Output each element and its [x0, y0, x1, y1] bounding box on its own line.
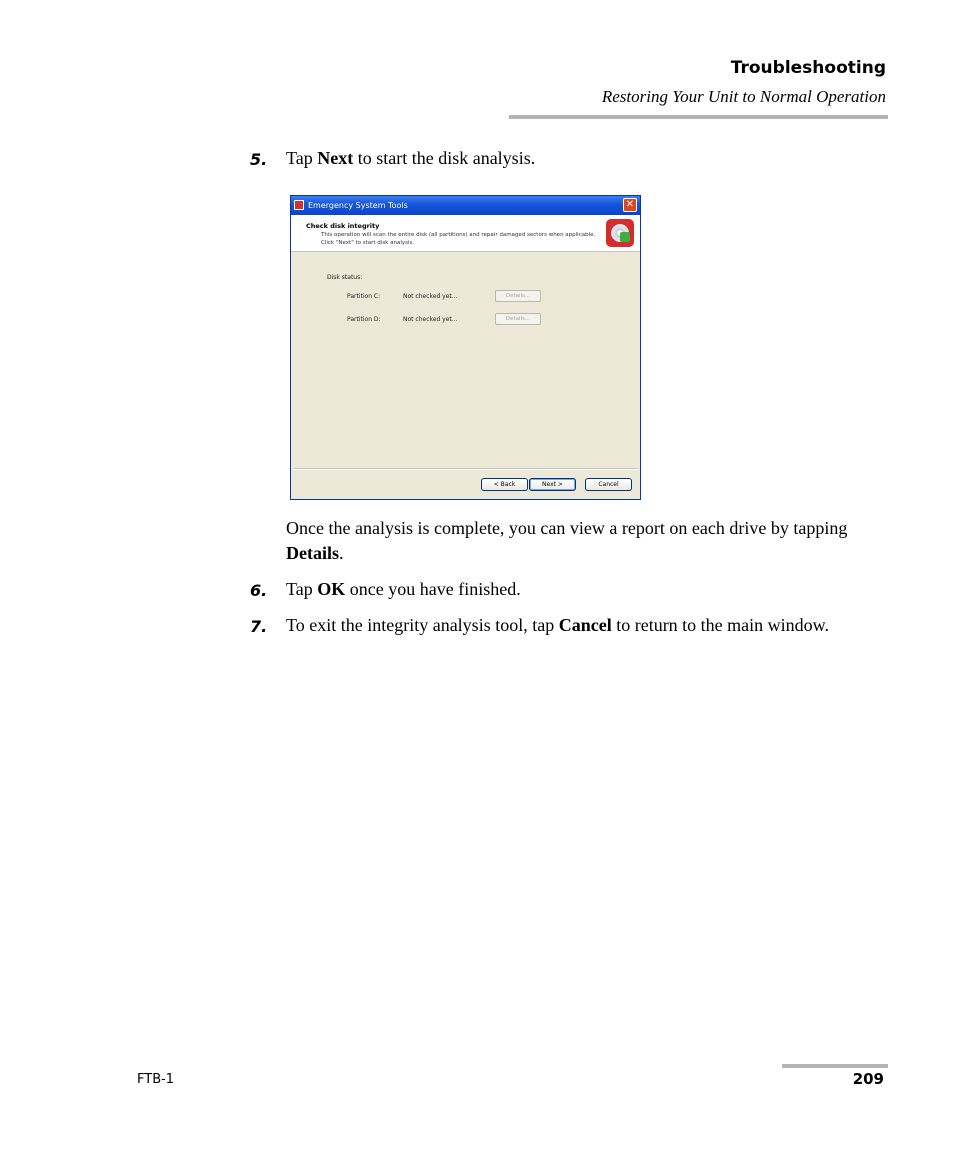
cancel-button[interactable]: Cancel	[585, 478, 632, 491]
page-number: 209	[852, 1070, 884, 1088]
disk-check-icon	[606, 219, 634, 247]
footer-rule	[782, 1064, 888, 1068]
emergency-system-tools-dialog	[290, 195, 641, 500]
step-number: 7.	[250, 617, 268, 636]
back-button[interactable]: < Back	[481, 478, 528, 491]
dialog-banner	[291, 215, 640, 252]
product-name: FTB-1	[137, 1072, 175, 1087]
details-button[interactable]: Details...	[495, 290, 541, 302]
step-text	[286, 577, 886, 602]
partition-status: Not checked yet...	[403, 293, 458, 300]
note-text-part: Once the analysis is complete, you can view a report on each drive by tapping	[286, 518, 848, 538]
section-title: Restoring Your Unit to Normal Operation	[601, 87, 886, 106]
dialog-title: Emergency System Tools	[308, 201, 408, 210]
step-text-bold: OK	[317, 579, 346, 599]
step-text-part: to return to the main window.	[611, 615, 829, 635]
step-text-part: Tap	[286, 579, 318, 599]
app-icon	[294, 200, 304, 210]
dialog-separator	[293, 468, 638, 470]
step-text-part: to start the disk analysis.	[353, 148, 536, 168]
step-text	[286, 146, 886, 171]
step-number: 6.	[250, 581, 268, 600]
arrow-icon	[620, 232, 630, 242]
banner-description: This operation will scan the entire disk (all partitions) and repair damaged sectors when applicable. Click "Next" to start disk analysis.	[321, 232, 596, 246]
step-text	[286, 613, 886, 638]
partition-label: Partition C:	[347, 293, 381, 300]
note-text-part: .	[339, 543, 344, 563]
step-number: 5.	[250, 150, 268, 169]
note-text-bold: Details	[286, 543, 339, 563]
partition-label: Partition D:	[347, 316, 381, 323]
step-text-bold: Cancel	[558, 615, 612, 635]
details-button[interactable]: Details...	[495, 313, 541, 325]
step-text-bold: Next	[317, 148, 354, 168]
header-rule	[509, 115, 888, 119]
step-text-part: To exit the integrity analysis tool, tap	[286, 615, 559, 635]
step-text-part: once you have finished.	[345, 579, 521, 599]
close-icon[interactable]: ✕	[623, 198, 637, 212]
disk-status-label: Disk status:	[327, 274, 363, 281]
step-text-part: Tap	[286, 148, 318, 168]
partition-status: Not checked yet...	[403, 316, 458, 323]
next-button[interactable]: Next >	[529, 478, 576, 491]
banner-heading: Check disk integrity	[306, 222, 380, 230]
note-paragraph	[286, 516, 886, 566]
chapter-title: Troubleshooting	[730, 58, 886, 78]
dialog-titlebar	[291, 196, 640, 215]
